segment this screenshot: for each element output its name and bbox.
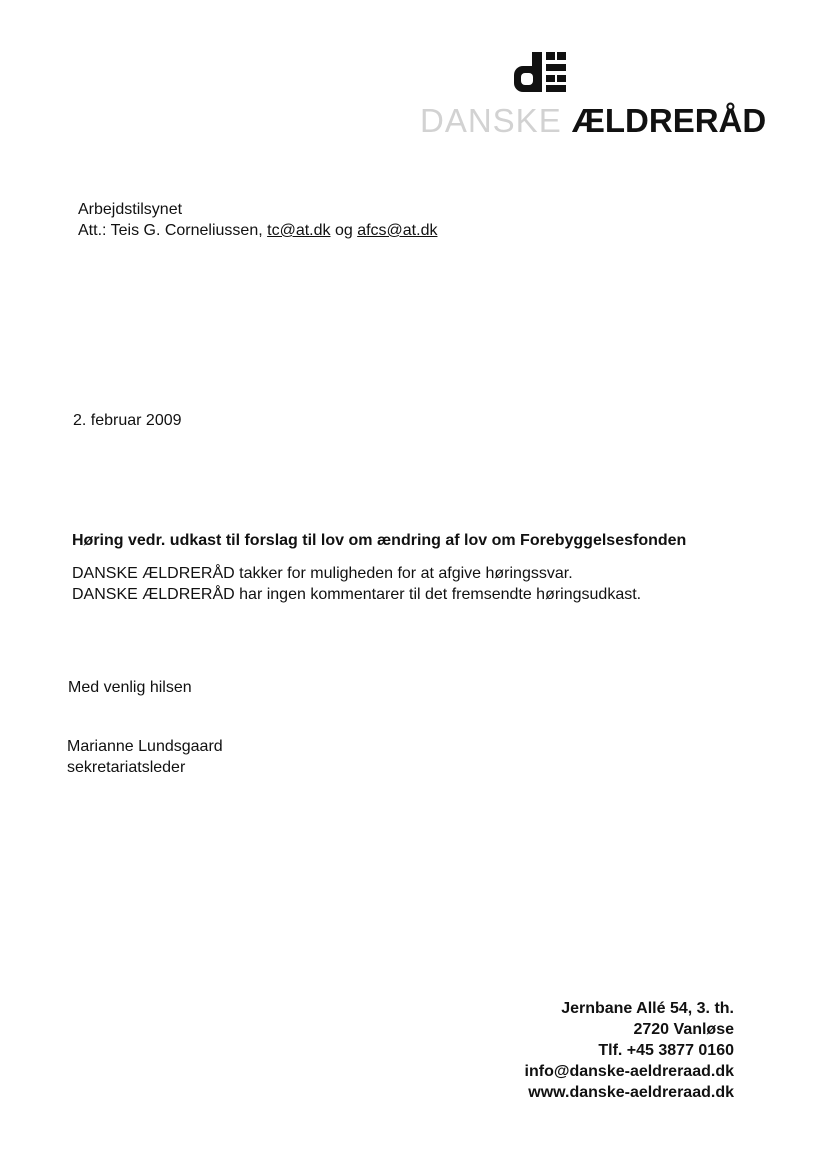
footer-email[interactable]: info@danske-aeldreraad.dk	[524, 1063, 734, 1080]
recipient-attention	[78, 220, 437, 241]
recipient-organization: Arbejdstilsynet	[78, 201, 183, 218]
letter-subject: Høring vedr. udkast til forslag til lov om ændring af lov om Forebyggelsesfonden	[72, 532, 687, 549]
logo-word-strong: ÆLDRERÅD	[571, 102, 767, 139]
logo-wordmark	[420, 101, 790, 141]
body-line: DANSKE ÆLDRERÅD har ingen kommentarer til det fremsendte høringsudkast.	[72, 586, 642, 603]
letter-body	[72, 563, 641, 605]
footer-contact	[525, 998, 734, 1103]
logo-mark-icon	[512, 48, 568, 96]
footer-website[interactable]: www.danske-aeldreraad.dk	[528, 1084, 734, 1101]
email-link-tc[interactable]: tc@at.dk	[267, 222, 331, 239]
attention-prefix: Att.: Teis G. Corneliussen,	[78, 222, 268, 239]
recipient-address	[78, 199, 437, 241]
footer-address: Jernbane Allé 54, 3. th.	[561, 1000, 734, 1017]
email-link-afcs[interactable]: afcs@at.dk	[357, 222, 438, 239]
letter-date: 2. februar 2009	[73, 412, 182, 429]
body-line: DANSKE ÆLDRERÅD takker for muligheden for at afgive høringssvar.	[72, 565, 573, 582]
organization-logo	[420, 44, 790, 144]
signer-name: Marianne Lundsgaard	[67, 738, 223, 755]
signer-title: sekretariatsleder	[67, 759, 186, 776]
attention-joiner: og	[330, 222, 358, 239]
signature-block	[67, 736, 223, 778]
footer-city: 2720 Vanløse	[633, 1021, 734, 1038]
footer-phone: Tlf. +45 3877 0160	[598, 1042, 734, 1059]
letter-closing: Med venlig hilsen	[68, 679, 192, 696]
logo-word-faded: DANSKE	[420, 102, 572, 139]
